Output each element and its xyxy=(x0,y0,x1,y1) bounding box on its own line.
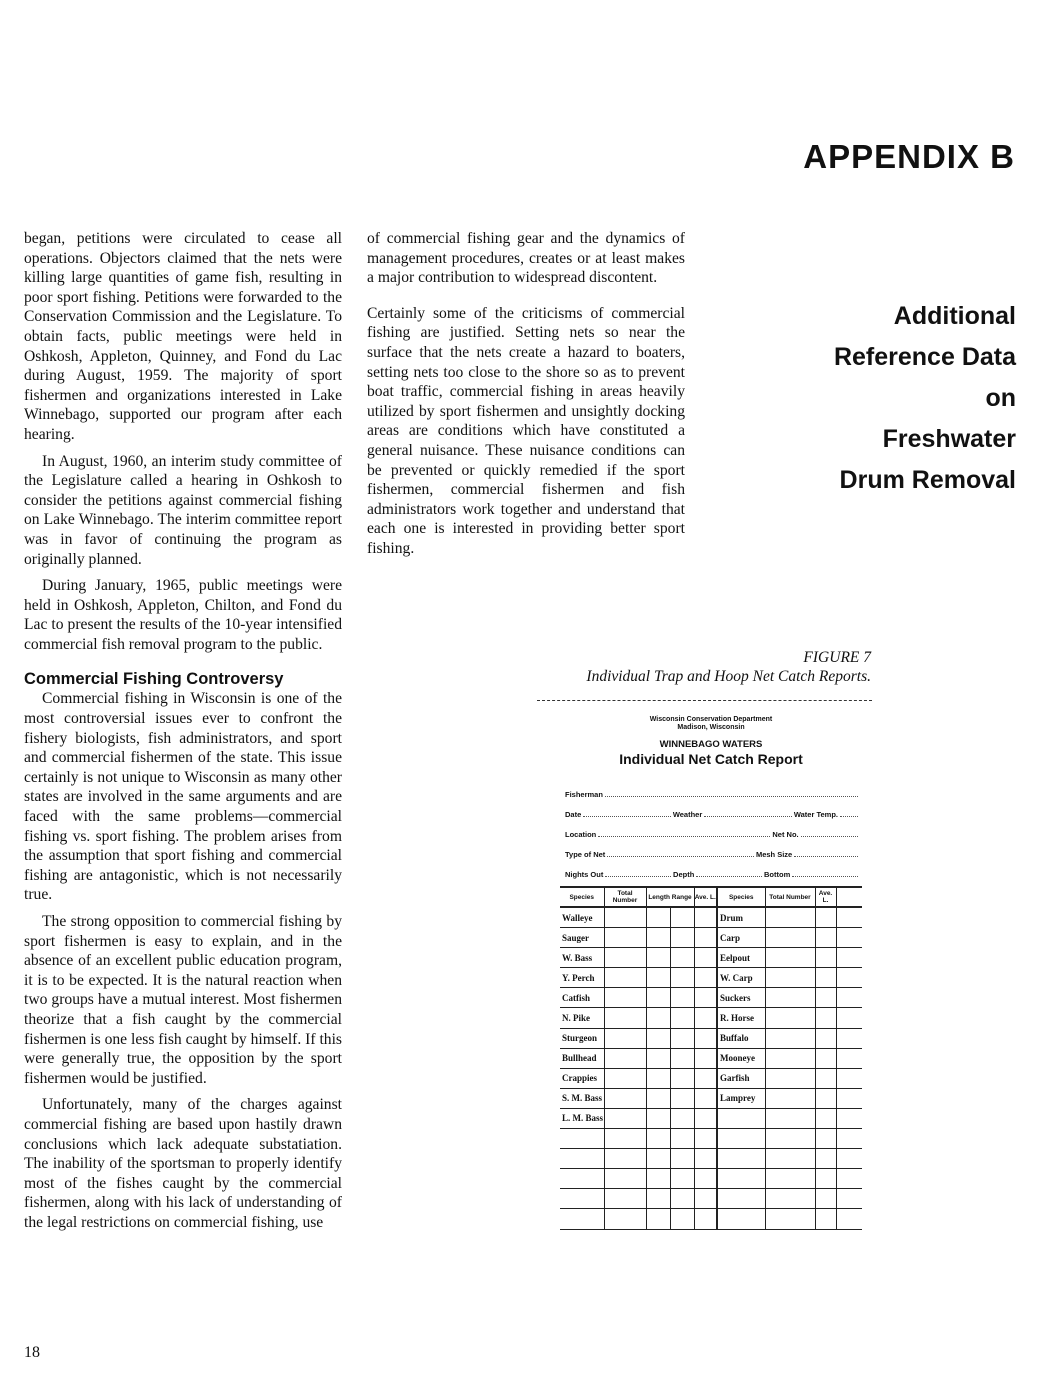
blank-cell xyxy=(670,1189,694,1209)
side-title-line: Drum Removal xyxy=(839,466,1016,494)
table-row xyxy=(560,1088,862,1108)
blank-cell xyxy=(836,1008,862,1028)
field-blank-type-of-net xyxy=(607,855,754,857)
species-cell xyxy=(717,1129,765,1149)
blank-cell xyxy=(646,1028,670,1048)
section-heading: Commercial Fishing Controversy xyxy=(24,670,284,689)
blank-cell xyxy=(815,1129,836,1149)
table-row xyxy=(560,1048,862,1068)
blank-cell xyxy=(604,1209,646,1229)
species-cell xyxy=(560,1169,604,1189)
table-row xyxy=(560,968,862,988)
field-label-bottom: Bottom xyxy=(764,870,791,879)
field-blank-net-no xyxy=(801,835,858,837)
blank-cell xyxy=(604,1189,646,1209)
species-cell xyxy=(717,1169,765,1189)
blank-cell xyxy=(694,1108,717,1128)
blank-cell xyxy=(815,968,836,988)
blank-cell xyxy=(836,1169,862,1189)
side-title-line: Additional xyxy=(893,302,1016,330)
field-label-type-of-net: Type of Net xyxy=(565,850,606,859)
blank-cell xyxy=(765,988,815,1008)
blank-cell xyxy=(836,1048,862,1068)
species-cell: Garfish xyxy=(717,1068,765,1088)
blank-cell xyxy=(836,907,862,928)
blank-cell xyxy=(646,1149,670,1169)
blank-cell xyxy=(646,928,670,948)
blank-cell xyxy=(604,1129,646,1149)
figure-label: FIGURE 7 xyxy=(803,649,871,666)
field-label-depth: Depth xyxy=(673,870,695,879)
blank-cell xyxy=(836,968,862,988)
table-header-row xyxy=(560,887,862,907)
blank-cell xyxy=(694,988,717,1008)
field-blank-weather xyxy=(704,815,792,817)
blank-cell xyxy=(670,1048,694,1068)
blank-cell xyxy=(836,1209,862,1229)
paragraph: In August, 1960, an interim study committee of the Legislature called a hearing in Oshkosh to consider the petitions against commercial fishing on Lake Winnebago. The interim committee report was in favor of continuing the program as originally planned. xyxy=(24,452,342,568)
table-row xyxy=(560,928,862,948)
table-row xyxy=(560,907,862,928)
blank-cell xyxy=(670,1209,694,1229)
species-cell: R. Horse xyxy=(717,1008,765,1028)
blank-cell xyxy=(765,968,815,988)
blank-cell xyxy=(765,1008,815,1028)
blank-cell xyxy=(670,988,694,1008)
blank-cell xyxy=(765,1169,815,1189)
species-cell: W. Bass xyxy=(560,948,604,968)
blank-cell xyxy=(694,1129,717,1149)
blank-cell xyxy=(604,1088,646,1108)
blank-cell xyxy=(765,1048,815,1068)
field-label-nights-out: Nights Out xyxy=(565,870,604,879)
blank-cell xyxy=(815,988,836,1008)
blank-cell xyxy=(646,907,670,928)
blank-cell xyxy=(646,1008,670,1028)
blank-cell xyxy=(815,1088,836,1108)
column-header-total-number: Total Number xyxy=(604,887,646,907)
species-cell: Catfish xyxy=(560,988,604,1008)
blank-cell xyxy=(604,1108,646,1128)
side-title xyxy=(716,296,1016,501)
blank-cell xyxy=(646,1108,670,1128)
blank-cell xyxy=(836,1149,862,1169)
appendix-heading: APPENDIX B xyxy=(803,138,1015,175)
field-label-date: Date xyxy=(565,810,582,819)
form-org-location: Madison, Wisconsin xyxy=(677,724,745,731)
blank-cell xyxy=(694,1209,717,1229)
column-header-total-number: Total Number xyxy=(765,887,815,907)
species-cell xyxy=(560,1129,604,1149)
species-cell: Y. Perch xyxy=(560,968,604,988)
blank-cell xyxy=(604,948,646,968)
table-row xyxy=(560,948,862,968)
table-row xyxy=(560,1108,862,1128)
blank-cell xyxy=(765,1189,815,1209)
form-waters: WINNEBAGO WATERS xyxy=(659,739,763,750)
paragraph: began, petitions were circulated to cease all operations. Objectors claimed that the nets were killing large quantities of game fish, resulting in poor sport fishing. Petitions were forwarded to the Conservation Commission and the Legislature. To obtain facts, public meetings were held in Oshkosh, Appleton, Quinney, and Fond du Lac during August, 1959. The majority of sport fishermen and organizations interested in Lake Winnebago, supported our program after each hearing. xyxy=(24,230,342,443)
blank-cell xyxy=(836,1129,862,1149)
form-field-row xyxy=(565,839,860,859)
field-label-fisherman: Fisherman xyxy=(565,790,603,799)
blank-cell xyxy=(670,928,694,948)
blank-cell xyxy=(815,1048,836,1068)
form-org-name: Wisconsin Conservation Department xyxy=(649,716,773,723)
species-cell: N. Pike xyxy=(560,1008,604,1028)
blank-cell xyxy=(815,1209,836,1229)
blank-cell xyxy=(604,907,646,928)
blank-cell xyxy=(765,1108,815,1128)
blank-cell xyxy=(670,1028,694,1048)
paragraph: of commercial fishing gear and the dynamics of management procedures, creates or at least makes a major contribution to widespread discontent. xyxy=(367,230,685,287)
field-label-mesh-size: Mesh Size xyxy=(755,850,793,859)
blank-cell xyxy=(815,928,836,948)
blank-cell xyxy=(646,1048,670,1068)
species-cell: Suckers xyxy=(717,988,765,1008)
table-row xyxy=(560,1149,862,1169)
blank-cell xyxy=(836,1189,862,1209)
field-blank-mesh-size xyxy=(794,855,858,857)
blank-cell xyxy=(765,928,815,948)
blank-cell xyxy=(604,1169,646,1189)
species-cell: Walleye xyxy=(560,907,604,928)
species-cell xyxy=(560,1149,604,1169)
species-cell: Drum xyxy=(717,907,765,928)
species-cell xyxy=(717,1209,765,1229)
blank-cell xyxy=(815,1028,836,1048)
blank-cell xyxy=(694,1008,717,1028)
field-blank-fisherman xyxy=(605,795,858,797)
blank-cell xyxy=(670,1149,694,1169)
field-blank-depth xyxy=(696,875,762,877)
blank-cell xyxy=(694,1048,717,1068)
blank-cell xyxy=(815,1149,836,1169)
table-row xyxy=(560,1129,862,1149)
blank-cell xyxy=(815,1189,836,1209)
figure-caption xyxy=(586,648,871,686)
blank-cell xyxy=(694,1149,717,1169)
table-row xyxy=(560,988,862,1008)
field-blank-bottom xyxy=(792,875,858,877)
blank-cell xyxy=(646,1169,670,1189)
field-blank-location xyxy=(598,835,770,837)
blank-cell xyxy=(670,907,694,928)
species-cell xyxy=(717,1149,765,1169)
blank-cell xyxy=(815,907,836,928)
field-blank-water-temp xyxy=(840,815,858,817)
blank-cell xyxy=(815,1008,836,1028)
text-column-left xyxy=(24,229,342,1233)
field-blank-date xyxy=(583,815,671,817)
species-cell: Mooneye xyxy=(717,1048,765,1068)
blank-cell xyxy=(815,948,836,968)
column-header-blank xyxy=(836,887,862,907)
blank-cell xyxy=(815,1169,836,1189)
form-title: Individual Net Catch Report xyxy=(619,751,803,767)
blank-cell xyxy=(646,1088,670,1108)
species-cell xyxy=(560,1189,604,1209)
species-cell: Lamprey xyxy=(717,1088,765,1108)
blank-cell xyxy=(646,948,670,968)
blank-cell xyxy=(694,948,717,968)
blank-cell xyxy=(670,1088,694,1108)
blank-cell xyxy=(604,1008,646,1028)
paragraph: Commercial fishing in Wisconsin is one of the most controversial issues ever to confront the fishery biologists, fish administrators, and sport and commercial fishermen of the state. This issue certainly is not unique to Wisconsin as many other states are involved in the same arguments and are faced with the same problems—commercial fishing vs. sport fishing. The problem arises from the assumption that sport fishing and commercial fishing are antagonistic, which is not necessarily true. xyxy=(24,690,342,904)
blank-cell xyxy=(815,1108,836,1128)
side-title-line: Reference Data xyxy=(833,343,1016,371)
species-cell xyxy=(717,1108,765,1128)
table-row xyxy=(560,1068,862,1088)
field-label-net-no: Net No. xyxy=(772,830,799,839)
field-blank-nights-out xyxy=(605,875,671,877)
blank-cell xyxy=(670,1008,694,1028)
blank-cell xyxy=(765,1028,815,1048)
blank-cell xyxy=(694,1169,717,1189)
blank-cell xyxy=(836,1068,862,1088)
column-header-ave-l: Ave. L. xyxy=(694,887,717,907)
blank-cell xyxy=(765,1149,815,1169)
paragraph: The strong opposition to commercial fishing by sport fishermen is easy to explain, and in the absence of an excellent public education program, it is to be expected. It is the natural reaction when two groups have a mutual interest. Most fishermen theorize that a fish caught by the commercial fishermen is one less fish caught by himself. If this were generally true, the opposition by the sport fishermen would be justified. xyxy=(24,913,342,1087)
blank-cell xyxy=(670,948,694,968)
page-number: 18 xyxy=(24,1344,40,1361)
blank-cell xyxy=(646,1189,670,1209)
species-cell: W. Carp xyxy=(717,968,765,988)
table-row xyxy=(560,1189,862,1209)
side-title-line: Freshwater xyxy=(882,425,1016,453)
catch-table xyxy=(560,886,862,1230)
blank-cell xyxy=(765,1088,815,1108)
field-label-location: Location xyxy=(565,830,597,839)
blank-cell xyxy=(604,1149,646,1169)
dashed-divider xyxy=(537,700,872,701)
blank-cell xyxy=(604,1048,646,1068)
blank-cell xyxy=(604,988,646,1008)
blank-cell xyxy=(765,1209,815,1229)
blank-cell xyxy=(836,1028,862,1048)
blank-cell xyxy=(694,907,717,928)
table-row xyxy=(560,1209,862,1229)
blank-cell xyxy=(646,1068,670,1088)
blank-cell xyxy=(670,1068,694,1088)
side-title-line: on xyxy=(985,384,1016,412)
blank-cell xyxy=(815,1068,836,1088)
blank-cell xyxy=(836,1108,862,1128)
form-field-row xyxy=(565,779,860,799)
blank-cell xyxy=(694,1028,717,1048)
field-label-water-temp: Water Temp. xyxy=(793,810,839,819)
catch-table-body xyxy=(560,907,862,1229)
species-cell: Eelpout xyxy=(717,948,765,968)
species-cell: Sturgeon xyxy=(560,1028,604,1048)
species-cell: Carp xyxy=(717,928,765,948)
blank-cell xyxy=(836,988,862,1008)
species-cell: S. M. Bass xyxy=(560,1088,604,1108)
species-cell: Bullhead xyxy=(560,1048,604,1068)
blank-cell xyxy=(670,968,694,988)
blank-cell xyxy=(694,968,717,988)
blank-cell xyxy=(604,968,646,988)
species-cell: Buffalo xyxy=(717,1028,765,1048)
blank-cell xyxy=(604,928,646,948)
blank-cell xyxy=(646,1209,670,1229)
text-column-middle xyxy=(367,229,685,559)
paragraph: Unfortunately, many of the charges against commercial fishing are based upon hastily drawn conclusions which lack adequate substatiation. The inability of the sportsman to properly identify most of the fishes caught by the commercial fishermen, along with his lack of understanding of the legal restrictions on commercial fishing, use xyxy=(24,1096,342,1231)
blank-cell xyxy=(694,1068,717,1088)
form-field-row xyxy=(565,859,860,879)
blank-cell xyxy=(604,1068,646,1088)
species-cell: Crappies xyxy=(560,1068,604,1088)
species-cell xyxy=(560,1209,604,1229)
blank-cell xyxy=(765,907,815,928)
blank-cell xyxy=(646,988,670,1008)
species-cell: L. M. Bass xyxy=(560,1108,604,1128)
species-cell: Sauger xyxy=(560,928,604,948)
blank-cell xyxy=(836,1088,862,1108)
column-header-species: Species xyxy=(717,887,765,907)
field-label-weather: Weather xyxy=(672,810,703,819)
blank-cell xyxy=(694,1088,717,1108)
form-field-row xyxy=(565,799,860,819)
column-header-ave-l: Ave. L. xyxy=(815,887,836,907)
blank-cell xyxy=(646,1129,670,1149)
paragraph: Certainly some of the criticisms of commercial fishing are justified. Setting nets so near the surface that the nets create a hazard to boaters, setting nets too close to the shore so as to prevent boat traffic, commercial fishing in areas heavily utilized by sport fishermen and unsightly docking areas are conditions which have constituted a general nuisance. These nuisance conditions can be prevented or quickly remedied if the sport fishermen, commercial fishermen and fish administrators work together and understand that each one is interested in providing better sport fishing. xyxy=(367,304,685,557)
blank-cell xyxy=(836,948,862,968)
blank-cell xyxy=(694,928,717,948)
form-field-row xyxy=(565,819,860,839)
blank-cell xyxy=(765,948,815,968)
species-cell xyxy=(717,1189,765,1209)
blank-cell xyxy=(694,1189,717,1209)
catch-report-form xyxy=(560,716,862,1230)
blank-cell xyxy=(646,968,670,988)
table-row xyxy=(560,1008,862,1028)
blank-cell xyxy=(836,928,862,948)
paragraph: During January, 1965, public meetings were held in Oshkosh, Appleton, Chilton, and Fond du Lac to present the results of the 10-year intensified commercial fish removal program to the public. xyxy=(24,577,342,653)
blank-cell xyxy=(670,1169,694,1189)
blank-cell xyxy=(765,1129,815,1149)
blank-cell xyxy=(670,1129,694,1149)
column-header-length-range: Length Range xyxy=(646,887,694,907)
table-row xyxy=(560,1028,862,1048)
blank-cell xyxy=(604,1028,646,1048)
column-header-species: Species xyxy=(560,887,604,907)
figure-caption-text: Individual Trap and Hoop Net Catch Reports. xyxy=(586,668,871,685)
blank-cell xyxy=(670,1108,694,1128)
blank-cell xyxy=(765,1068,815,1088)
table-row xyxy=(560,1169,862,1189)
